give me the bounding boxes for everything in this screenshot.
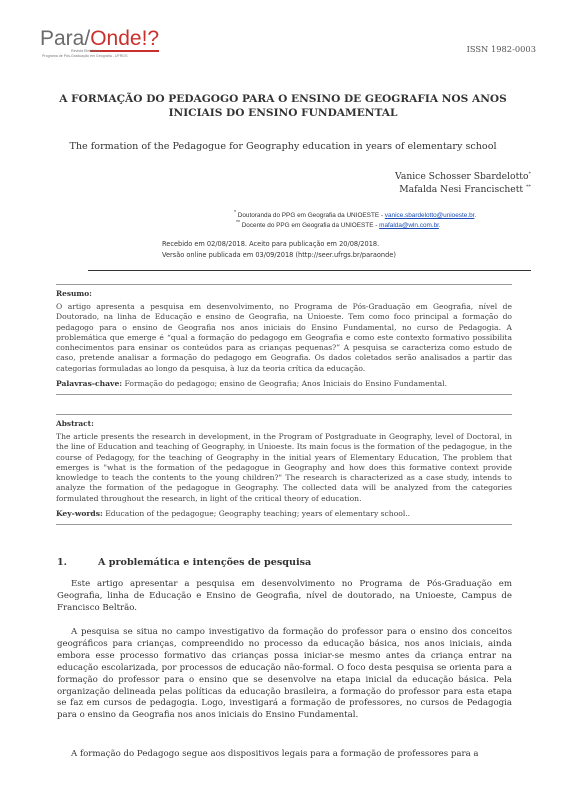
affiliation-2 (236, 220, 441, 229)
section-title: A problemática e intenções de pesquisa (98, 557, 312, 568)
logo-para: Para (40, 27, 85, 50)
resumo-block (56, 284, 512, 395)
affiliation-1-text: Doutoranda do PPG em Geografia da UNIOESTE - (237, 212, 385, 220)
affiliation-2-email-link[interactable]: mafalda@wln.com.br (379, 222, 439, 230)
abstract-text: The article presents the research in development, in the Program of Postgraduate in Geography, level of Doctoral, in the line of Education and teaching of Geography, in Unioeste. Its main focus is the formation of the pedagogue, in the course of Pedagogy, for the teaching of Geography in the initial years of Elementary Education, The problem that emerges is "what is the formation of the pedagogue in Geography and how does this formative context provide knowledge to teach the contents to the young children?" The research is characterized as a case study, intends to analyze the formation of the pedagogue in Geography. The collected data will be analyzed from the categories formulated throughout the research, in light of the critical theory of education. (56, 432, 512, 503)
author-1-mark: * (528, 171, 531, 177)
title-line-2: INICIAIS DO ENSINO FUNDAMENTAL (168, 107, 398, 119)
author-2-mark: ** (526, 184, 531, 190)
header-divider (88, 270, 531, 271)
affiliation-2-mark: ** (236, 220, 240, 226)
logo-onde: Onde!? (90, 27, 160, 50)
issn: ISSN 1982-0003 (466, 44, 536, 54)
palavras-chave-label: Palavras-chave: (56, 379, 123, 389)
paragraph-2: A pesquisa se situa no campo investigativo da formação do professor para o ensino dos conceitos geográficos para crianças, compreendido no processo da educação básica, nos anos iniciais, ainda embora esse processo formativo das crianças possa iniciar-se mesmo antes da criança entrar na educação escolarizada, por processos de educação não-formal. O foco desta pesquisa se orienta para a formação do professor para o ensino que se desenvolve na etapa inicial da educação básica. Pela organização delineada pelas políticas da educação brasileira, a formação do professor para esta etapa se faz em cursos de pedagogia. Logo, investigará a formação de professores, no cursos de Pedagogia para o ensino da Geografia nos anos iniciais do Ensino Fundamental. (57, 627, 512, 721)
logo-line2: Programa de Pós-Graduação em Geografia - UFRGS (42, 54, 128, 58)
journal-logo: Para/Onde!? Revista Eletrônica Programa de Pós-Graduação em Geografia - UFRGS (40, 28, 190, 70)
logo-line1: Revista Eletrônica (71, 49, 100, 53)
key-words-text: Education of the pedagogue; Geography teaching; years of elementary school.. (102, 509, 411, 519)
affiliation-1-end: . (474, 212, 477, 220)
paragraph-1: Este artigo apresentar a pesquisa em desenvolvimento no Programa de Pós-Graduação em Geografia, linha de Educação e Ensino de Geografia, nível de doutorado, na Unioeste, Campus de Francisco Beltrão. (57, 579, 512, 613)
affiliation-1-email-link[interactable]: vanice.sbardelotto@unioeste.br (384, 212, 475, 220)
author-1 (395, 171, 531, 182)
affiliation-1 (234, 210, 476, 219)
resumo-text: O artigo apresenta a pesquisa em desenvolvimento, no Programa de Pós-Graduação em Geografia, nível de Doutorado, na linha de Educação e ensino de Geografia, na Unioeste. Tem como foco principal a formação do pedagogo para o ensino de Geografia nos anos iniciais do Ensino Fundamental, no curso de Pedagogia. A problemática que emerge é “qual a formação do pedagogo em Geografia e como este contexto formativo possibilita conhecimentos para ensinar os conteúdos para as crianças pequenas?” A pesquisa se caracteriza como estudo de caso, pretende analisar a formação do pedagogo em Geografia. Os dados coletados serão analisados a partir das categorias formuladas ao longo da pesquisa, à luz da teoria crítica da educação. (56, 302, 512, 373)
affiliation-2-end: . (438, 222, 441, 230)
section-number: 1. (57, 557, 68, 568)
author-2-name: Mafalda Nesi Francischett (399, 184, 524, 196)
paper-title (40, 92, 526, 120)
author-1-name: Vanice Schosser Sbardelotto (395, 171, 529, 183)
palavras-chave (56, 379, 512, 388)
resumo-label: Resumo: (56, 289, 92, 298)
affiliation-2-text: Docente do PPG em Geografia da UNIOESTE - (241, 222, 380, 230)
palavras-chave-text: Formação do pedagogo; ensino de Geografia; Anos Iniciais do Ensino Fundamental. (122, 379, 448, 389)
received-dates: Recebido em 02/08/2018. Aceito para publicação em 20/08/2018. (162, 240, 380, 248)
paragraph-3: A formação do Pedagogo segue aos dispositivos legais para a formação de professores para a (71, 749, 479, 759)
abstract-label: Abstract: (56, 419, 94, 428)
online-version: Versão online publicada em 03/09/2018 (http://seer.ufrgs.br/paraonde) (162, 251, 396, 259)
affiliation-1-mark: * (234, 210, 236, 216)
key-words-label: Key-words: (56, 509, 103, 519)
key-words (56, 509, 512, 518)
paper-subtitle: The formation of the Pedagogue for Geography education in years of elementary school (69, 141, 497, 152)
author-2 (399, 184, 531, 195)
abstract-block (56, 414, 512, 525)
title-line-1: A FORMAÇÃO DO PEDAGOGO PARA O ENSINO DE GEOGRAFIA NOS ANOS (59, 93, 507, 105)
